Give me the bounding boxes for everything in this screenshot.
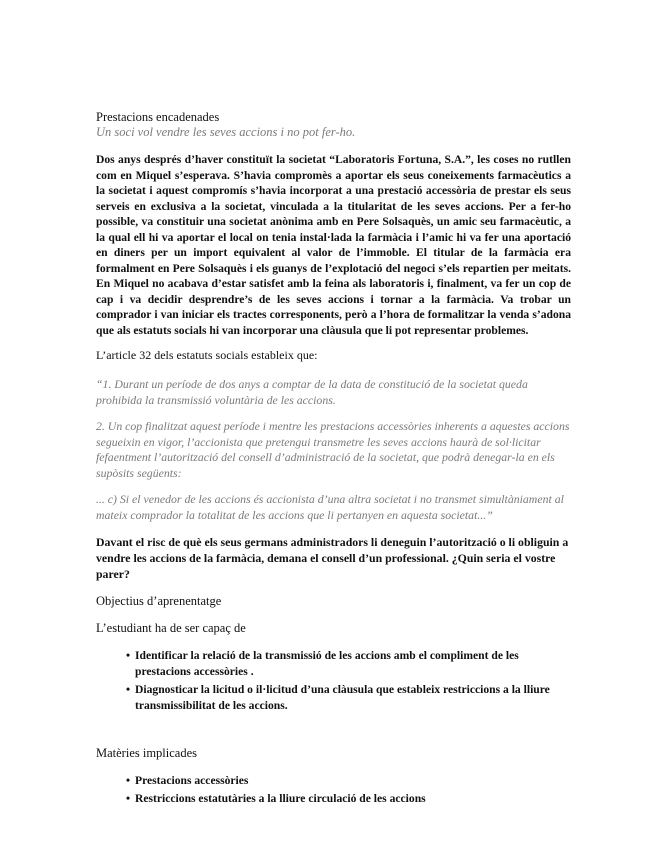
list-item bbox=[126, 773, 571, 789]
objective-text: Identificar la relació de la transmissió de les accions amb el compliment de les prestacions accessòries . bbox=[135, 649, 519, 678]
subject-text: Prestacions accessòries bbox=[135, 774, 249, 787]
bullet-icon: • bbox=[126, 683, 131, 696]
subject-text: Restriccions estatutàries a la lliure circulació de les accions bbox=[135, 792, 426, 805]
subjects-heading: Matèries implicades bbox=[96, 746, 198, 760]
case-subtitle: Un soci vol vendre les seves accions i no pot fer-ho. bbox=[96, 125, 356, 139]
objectives-list bbox=[96, 648, 571, 714]
statute-quote-2: 2. Un cop finalitzat aquest període i mentre les prestacions accessòries inherents a aquestes accions segueixin en vigor, l’accionista que pretengui transmetre les seves accions haurà de sol·licitar fefaentment l’autorització del consell d’administració de la societat, que podrà denegar-la en els supòsits següents: bbox=[96, 419, 570, 480]
statute-intro: L’article 32 dels estatuts socials estableix que: bbox=[96, 348, 318, 362]
document-body bbox=[96, 110, 571, 809]
list-item bbox=[126, 791, 571, 807]
objectives-heading: Objectius d’aprenentatge bbox=[96, 594, 222, 608]
bullet-icon: • bbox=[126, 792, 131, 805]
bullet-icon: • bbox=[126, 649, 131, 662]
objectives-intro: L’estudiant ha de ser capaç de bbox=[96, 621, 246, 635]
statute-quote-1: “1. Durant un període de dos anys a comptar de la data de constitució de la societat queda prohibida la transmissió voluntària de les accions. bbox=[96, 377, 528, 407]
list-item bbox=[126, 648, 571, 680]
statute-quote-3: ... c) Si el venedor de les accions és accionista d’una altra societat i no transmet simultàniament al mateix comprador la totalitat de les accions que li pertanyen en aquesta societat...” bbox=[96, 492, 564, 522]
subjects-list bbox=[96, 773, 571, 807]
list-item bbox=[126, 682, 571, 714]
bullet-icon: • bbox=[126, 774, 131, 787]
case-description-paragraph: Dos anys després d’haver constituït la societat “Laboratoris Fortuna, S.A.”, les coses no rutllen com en Miquel s’esperava. S’havia compromès a aportar els seus coneixements farmacèutics a la societat i aquest compromís s’havia incorporat a una prestació accessòria de prestar els seus serveis en exclusiva a la societat, vinculada a la titularitat de les seves accions. Per a fer-ho possible, va constituir una societat anònima amb en Pere Solsaquès, un amic seu farmacèutic, a la qual ell hi va aportar el local on tenia instal·lada la farmàcia i l’amic hi va fer una aportació en diners per un import equivalent al valor de l’immoble. El titular de la farmàcia era formalment en Pere Solsaquès i els guanys de l’explotació del negoci s’els repartien per meitats. En Miquel no acabava d’estar satisfet amb la feina als laboratoris i, finalment, va fer un cop de cap i va decidir desprendre’s de les seves accions i tornar a la farmàcia. Va trobar un comprador i van iniciar els tractes corresponents, però a l’hora de formalitzar la venda s’adona que als estatuts socials hi van incorporar una clàusula que li pot representar problemes. bbox=[96, 153, 571, 337]
case-title: Prestacions encadenades bbox=[96, 110, 220, 124]
objective-text: Diagnosticar la licitud o il·licitud d’una clàusula que estableix restriccions a la lliure transmissibilitat de les accions. bbox=[135, 683, 550, 712]
case-question: Davant el risc de què els seus germans administradors li deneguin l’autorització o li obliguin a vendre les accions de la farmàcia, demana el consell d’un professional. ¿Quin seria el vostre parer? bbox=[96, 535, 569, 581]
